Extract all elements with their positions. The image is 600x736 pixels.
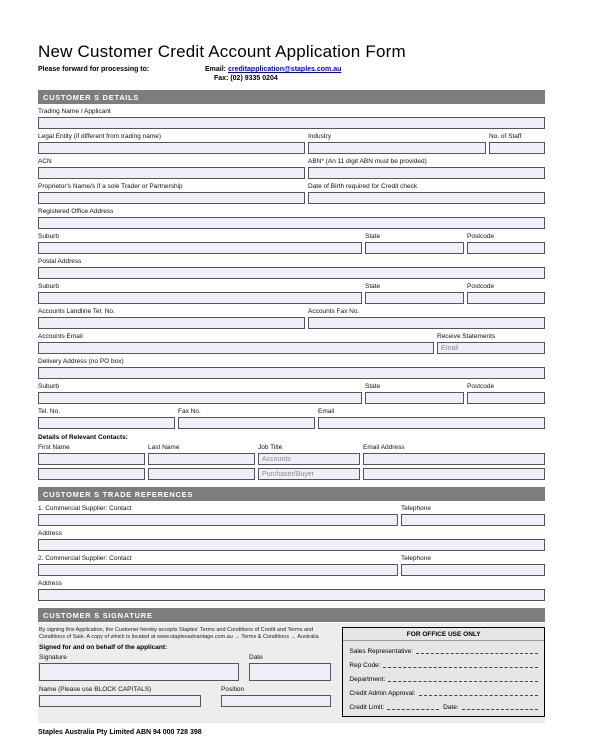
trading-name-input[interactable] [38,117,545,129]
field-receive-statements [437,330,545,354]
job-title-label: Job Title [258,444,283,451]
reg-state-input[interactable] [365,242,464,254]
delivery-fax-input[interactable] [178,417,315,429]
field-legal-entity [38,130,305,154]
sales-rep-label: Sales Representative: [349,648,413,655]
processing-fax-line: Fax: (02) 9335 0204 [214,75,278,82]
field-delivery-address [38,355,545,379]
industry-label: Industry [308,133,332,140]
industry-input[interactable] [308,142,486,154]
tel-label: Tel. No. [38,408,61,415]
dob-input[interactable] [308,192,545,204]
sign-date-input[interactable] [249,663,331,681]
field-supplier1-telephone [401,502,545,526]
proprietor-label: Proprietor's Name/s if a sole Trader or Partnership [38,183,183,190]
field-trading-name [38,105,545,129]
fax-label: Fax No. [178,408,201,415]
registered-office-label: Registered Office Address [38,208,114,215]
email-address-label: Email Address [363,444,405,451]
field-no-of-staff [489,130,545,154]
field-delivery-suburb [38,380,362,404]
postal-state-input[interactable] [365,292,464,304]
field-supplier1-contact [38,502,398,526]
processing-email-link[interactable]: creditapplication@staples.com.au [227,66,342,73]
field-accounts-email [38,330,434,354]
office-use-title: FOR OFFICE USE ONLY [343,628,544,641]
email-label: Email [318,408,335,415]
field-date-of-birth [308,180,545,204]
field-postal-address [38,255,545,279]
contacts-col-job-title [258,441,360,480]
field-postal-state [365,280,464,304]
field-proprietor [38,180,305,204]
postcode-label: Postcode [467,233,495,240]
processing-email-line [205,65,341,74]
staff-input[interactable] [489,142,545,154]
page-title: New Customer Credit Account Application Form [38,42,406,61]
field-registered-office [38,205,545,229]
trading-name-label: Trading Name / Applicant [38,108,111,115]
supplier2-label: 2. Commercial Supplier: Contact [38,555,132,562]
office-date-fill-line [462,708,538,710]
contact2-last-name-input[interactable] [148,468,255,480]
contact1-last-name-input[interactable] [148,453,255,465]
postal-suburb-input[interactable] [38,292,362,304]
contact1-job-title-input[interactable]: Accounts [258,453,360,465]
office-row-credit-admin [343,690,544,697]
section-header-customer-signature: CUSTOMER S SIGNATURE [38,608,545,622]
field-signature [39,651,239,681]
accounts-tel-input[interactable] [38,317,305,329]
field-sign-date [249,651,331,681]
office-row-rep-code [343,662,544,669]
delivery-address-label: Delivery Address (no PO box) [38,358,124,365]
state-label: State [365,283,381,290]
field-postal-suburb [38,280,362,304]
acn-input[interactable] [38,167,305,179]
signature-label: Signature [39,654,67,661]
position-label: Position [221,686,245,693]
field-supplier2-address [38,577,545,601]
acn-label: ACN [38,158,52,165]
abn-input[interactable] [308,167,545,179]
department-fill-line [388,680,538,682]
accounts-email-label: Accounts Email [38,333,83,340]
office-row-sales-rep [343,648,544,655]
supplier2-contact-input[interactable] [38,564,398,576]
signature-section [38,623,545,723]
legal-entity-input[interactable] [38,142,305,154]
accounts-email-input[interactable] [38,342,434,354]
section-header-trade-references: CUSTOMER S TRADE REFERENCES [38,487,545,501]
rep-code-label: Rep Code: [349,662,381,669]
contact2-first-name-input[interactable] [38,468,145,480]
credit-admin-label: Credit Admin Approval: [349,690,416,697]
forward-row [38,65,545,83]
state-label: State [365,383,381,390]
field-reg-postcode [467,230,545,254]
field-delivery-fax [178,405,315,429]
signatory-name-label: Name (Please use BLOCK CAPITALS) [39,686,152,693]
accounts-tel-label: Accounts Landline Tel. No. [38,308,115,315]
postal-postcode-input[interactable] [467,292,545,304]
postal-address-input[interactable] [38,267,545,279]
registered-office-input[interactable] [38,217,545,229]
suburb-label: Suburb [38,283,59,290]
reg-postcode-input[interactable] [467,242,545,254]
supplier1-contact-input[interactable] [38,514,398,526]
contacts-col-last-name [148,441,255,480]
delivery-address-input[interactable] [38,367,545,379]
suburb-label: Suburb [38,383,59,390]
postcode-label: Postcode [467,283,495,290]
field-delivery-state [365,380,464,404]
contacts-heading: Details of Relevant Contacts: [38,434,128,441]
company-footer: Staples Australia Pty Limited ABN 94 000 728 398 [38,729,202,736]
suburb-label: Suburb [38,233,59,240]
last-name-label: Last Name [148,444,180,451]
field-delivery-email [318,405,545,429]
rep-code-fill-line [383,666,538,668]
field-delivery-tel [38,405,175,429]
supplier1-label: 1. Commercial Supplier: Contact [38,505,132,512]
address-label: Address [38,580,62,587]
field-postal-postcode [467,280,545,304]
signature-input[interactable] [39,663,239,681]
email-label: Email: [205,66,227,73]
telephone-label: Telephone [401,505,431,512]
signatory-position-input[interactable] [221,695,331,707]
reg-suburb-input[interactable] [38,242,362,254]
telephone-label: Telephone [401,555,431,562]
signature-left-column [38,627,335,717]
contacts-col-first-name [38,441,145,480]
delivery-postcode-input[interactable] [467,392,545,404]
delivery-suburb-input[interactable] [38,392,362,404]
contacts-col-email [363,441,545,480]
receive-statements-input[interactable]: Email [437,342,545,354]
contact1-email-input[interactable] [363,453,545,465]
proprietor-input[interactable] [38,192,305,204]
field-signatory-name [39,683,201,707]
field-delivery-postcode [467,380,545,404]
office-row-department [343,676,544,683]
field-signatory-position [221,683,331,707]
delivery-state-input[interactable] [365,392,464,404]
credit-admin-fill-line [419,694,538,696]
credit-limit-fill-line [387,708,439,710]
sales-rep-fill-line [416,652,538,654]
contact2-email-input[interactable] [363,468,545,480]
delivery-email-input[interactable] [318,417,545,429]
receive-statements-label: Receive Statements [437,333,496,340]
postal-address-label: Postal Address [38,258,82,265]
field-reg-state [365,230,464,254]
field-accounts-fax [308,305,545,329]
signatory-name-input[interactable] [39,695,201,707]
abn-label: ABN* (An 11 digit ABN must be provided) [308,158,427,165]
office-date-label: Date: [443,704,459,711]
legal-entity-label: Legal Entity (if different from trading name) [38,133,162,140]
field-supplier2-telephone [401,552,545,576]
contact1-first-name-input[interactable] [38,453,145,465]
field-supplier2-contact [38,552,398,576]
staff-label: No. of Staff [489,133,522,140]
field-accounts-tel [38,305,305,329]
supplier2-address-input[interactable] [38,589,545,601]
department-label: Department: [349,676,386,683]
accounts-fax-label: Accounts Fax No. [308,308,360,315]
supplier1-address-input[interactable] [38,539,545,551]
field-industry [308,130,486,154]
first-name-label: First Name [38,444,70,451]
field-abn [308,155,545,179]
office-use-box [342,627,545,717]
accounts-fax-input[interactable] [308,317,545,329]
credit-limit-label: Credit Limit: [349,704,385,711]
address-label: Address [38,530,62,537]
dob-label: Date of Birth required for Credit check [308,183,418,190]
section-header-customer-details: CUSTOMER S DETAILS [38,90,545,104]
supplier2-telephone-input[interactable] [401,564,545,576]
supplier1-telephone-input[interactable] [401,514,545,526]
contact2-job-title-input[interactable]: Purchaser/Buyer [258,468,360,480]
field-reg-suburb [38,230,362,254]
terms-text: By signing this Application, the Customer hereby accepts Staples' Terms and Conditions of Credit and Terms and Conditions of Sale. A copy of which is located at www.staplesadvantage.com.au → Terms & Conditions → Australia [39,627,319,640]
postcode-label: Postcode [467,383,495,390]
processing-contacts [205,65,341,83]
state-label: State [365,233,381,240]
signed-on-behalf-label: Signed for and on behalf of the applicant: [39,644,168,651]
office-row-credit-limit [343,704,544,711]
field-supplier1-address [38,527,545,551]
field-acn [38,155,305,179]
date-label: Date [249,654,263,661]
forward-label: Please forward for processing to: [38,66,150,73]
delivery-tel-input[interactable] [38,417,175,429]
contacts-table [38,441,545,480]
